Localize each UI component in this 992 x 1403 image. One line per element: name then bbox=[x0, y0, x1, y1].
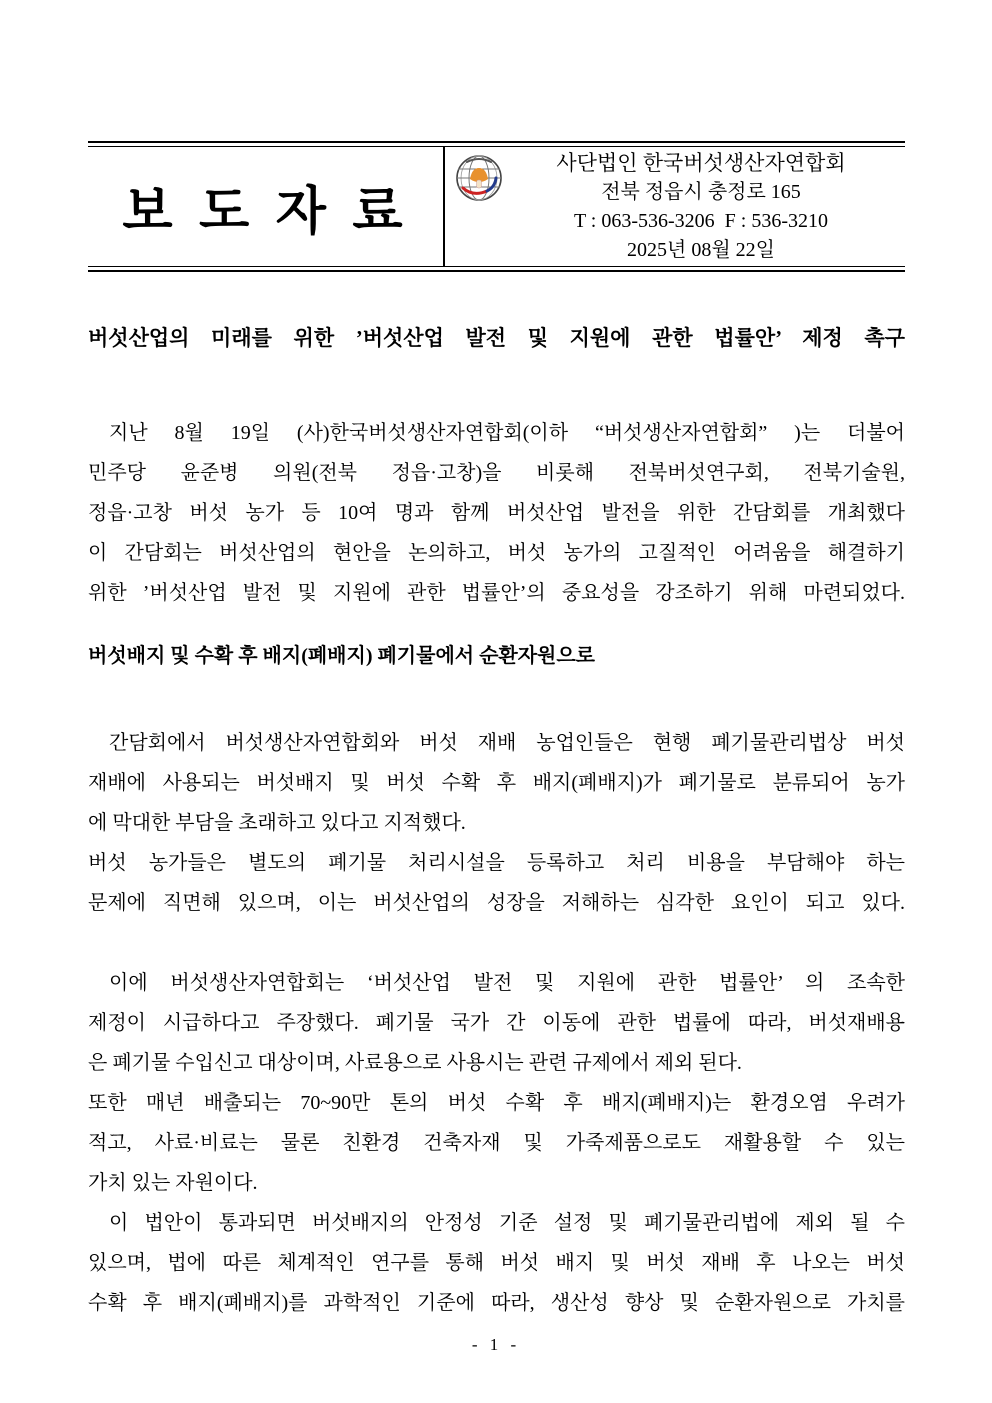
text-line: 지난 8월 19일 (사)한국버섯생산자연합회(이하 “버섯생산자연합회” )는 더불어 bbox=[109, 422, 905, 444]
text-line: 간담회에서 버섯생산자연합회와 버섯 재배 농업인들은 현행 폐기물관리법상 버섯 bbox=[109, 732, 905, 754]
text-line: 이 간담회는 버섯산업의 현안을 논의하고, 버섯 농가의 고질적인 어려움을 해결하기 bbox=[88, 542, 905, 564]
text-line: 제정이 시급하다고 주장했다. 폐기물 국가 간 이동에 관한 법률에 따라, 버섯재배용 bbox=[88, 1012, 905, 1034]
org-info-cell bbox=[443, 147, 905, 266]
paragraph bbox=[88, 1083, 905, 1203]
org-contact: T : 063-536-3206 F : 536-3210 bbox=[573, 209, 829, 232]
text-line: 적고, 사료·비료는 물론 친환경 건축자재 및 가죽제품으로도 재활용할 수 있는 bbox=[88, 1132, 905, 1154]
paragraph bbox=[88, 843, 905, 923]
press-release-header-box bbox=[88, 141, 905, 272]
paragraph bbox=[88, 1203, 905, 1323]
paragraph bbox=[88, 963, 905, 1083]
paragraph bbox=[88, 413, 905, 613]
text-line: 문제에 직면해 있으며, 이는 버섯산업의 성장을 저해하는 심각한 요인이 되고 있다. bbox=[88, 892, 905, 914]
text-line: 은 폐기물 수입신고 대상이며, 사료용으로 사용시는 관련 규제에서 제외 된다. bbox=[88, 1052, 742, 1074]
text-line: 또한 매년 배출되는 70~90만 톤의 버섯 수확 후 배지(폐배지)는 환경오염 우려가 bbox=[88, 1092, 905, 1114]
text-line: 이 법안이 통과되면 버섯배지의 안정성 기준 설정 및 폐기물관리법에 제외 될 수 bbox=[109, 1212, 905, 1234]
association-globe-logo-icon bbox=[453, 152, 505, 204]
text-line: 위한 ’버섯산업 발전 및 지원에 관한 법률안’의 중요성을 강조하기 위해 마련되었다. bbox=[88, 582, 905, 604]
text-line: 버섯배지 및 수확 후 배지(폐배지) 폐기물에서 순환자원으로 bbox=[88, 645, 595, 667]
press-release-title: 보 도 자 료 bbox=[122, 183, 409, 241]
body-blocks bbox=[88, 413, 905, 1323]
paragraph bbox=[88, 723, 905, 843]
text-line: 수확 후 배지(폐배지)를 과학적인 기준에 따라, 생산성 향상 및 순환자원으로 가치를 bbox=[88, 1292, 905, 1314]
page-number: - 1 - bbox=[471, 1335, 521, 1354]
text-line: 재배에 사용되는 버섯배지 및 버섯 수확 후 배지(폐배지)가 폐기물로 분류되어 농가 bbox=[88, 772, 905, 794]
document-title: 버섯산업의 미래를 위한 ’버섯산업 발전 및 지원에 관한 법률안’ 제정 촉구 bbox=[88, 326, 905, 350]
text-line: 버섯 농가들은 별도의 폐기물 처리시설을 등록하고 처리 비용을 부담해야 하는 bbox=[88, 852, 905, 874]
page-content bbox=[88, 0, 905, 1323]
text-line: 있으며, 법에 따른 체계적인 연구를 통해 버섯 배지 및 버섯 재배 후 나오는 버섯 bbox=[88, 1252, 905, 1274]
text-line: 민주당 윤준병 의원(전북 정읍·고창)을 비롯해 전북버섯연구회, 전북기술원, bbox=[88, 462, 905, 484]
org-date: 2025년 08월 22일 bbox=[627, 238, 775, 261]
text-line: 에 막대한 부담을 초래하고 있다고 지적했다. bbox=[88, 812, 466, 834]
section-heading bbox=[88, 636, 905, 676]
header-bottom-double-rule bbox=[88, 266, 905, 272]
org-name: 사단법인 한국버섯생산자연합회 bbox=[556, 150, 846, 175]
text-line: 이에 버섯생산자연합회는 ‘버섯산업 발전 및 지원에 관한 법률안’ 의 조속한 bbox=[109, 972, 905, 994]
org-address: 전북 정읍시 충정로 165 bbox=[601, 180, 801, 203]
text-line: 정읍·고창 버섯 농가 등 10여 명과 함께 버섯산업 발전을 위한 간담회를 개최했다 bbox=[88, 502, 905, 524]
text-line: 가치 있는 자원이다. bbox=[88, 1172, 258, 1194]
